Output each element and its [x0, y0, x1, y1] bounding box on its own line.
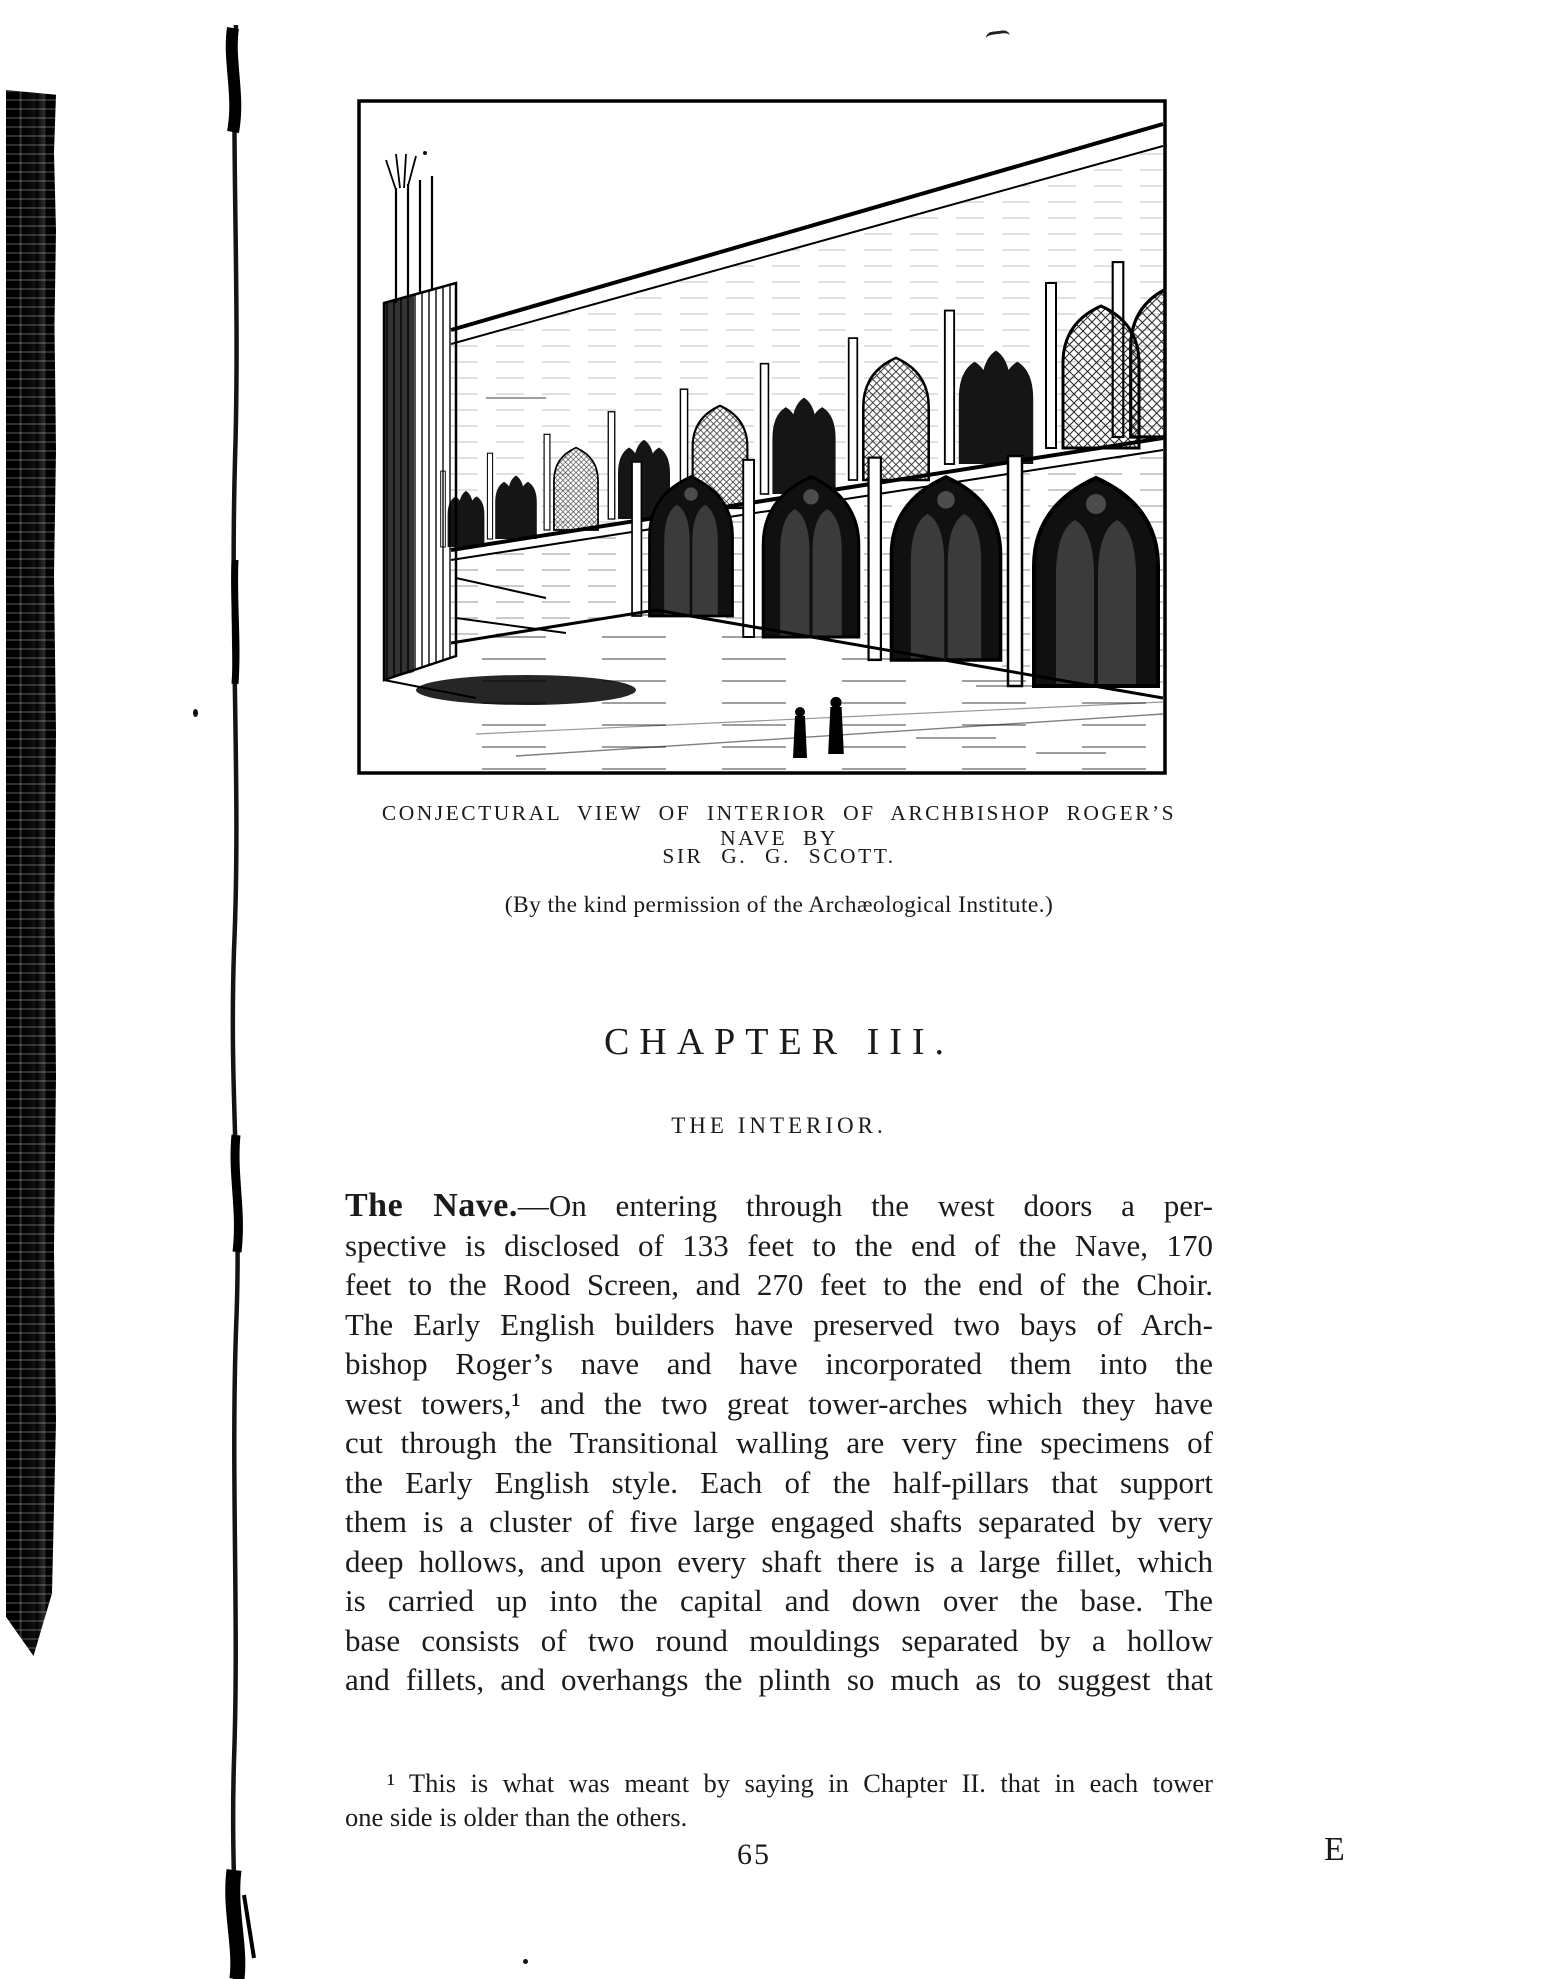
footnote-line: one side is older than the others. [345, 1802, 688, 1832]
body-line: the Early English style. Each of the half-pillars that support [345, 1464, 1213, 1500]
figure-credit: (By the kind permission of the Archæological Institute.) [504, 892, 1054, 918]
scan-binding-bar [6, 90, 56, 1656]
body-line: bishop Roger’s nave and have incorporated them into the [345, 1346, 1213, 1381]
body-line: The Early English builders have preserved two bays of Arch- [345, 1306, 1213, 1342]
chapter-subtitle: THE INTERIOR. [671, 1113, 887, 1138]
body-line: base consists of two round mouldings separated by a hollow [345, 1622, 1213, 1658]
body-line: west towers,¹ and the two great tower-arches which they have [345, 1385, 1213, 1421]
body-paragraph [345, 1186, 1213, 1700]
footnote [345, 1766, 1213, 1834]
scan-speck [523, 1959, 528, 1964]
body-line: and fillets, and overhangs the plinth so much as to suggest that [345, 1662, 1213, 1697]
signature-mark: E [1324, 1831, 1345, 1868]
chapter-title: CHAPTER III. [603, 1021, 955, 1063]
body-line: spective is disclosed of 133 feet to the end of the Nave, 170 [345, 1227, 1213, 1263]
body-line: deep hollows, and upon every shaft there is a large fillet, which [345, 1543, 1213, 1579]
paragraph-lead: The Nave. [345, 1187, 518, 1224]
page-number: 65 [737, 1838, 771, 1871]
scan-speck [193, 709, 198, 717]
figure-caption-line1: CONJECTURAL VIEW OF INTERIOR OF ARCHBISHOP ROGER’S NAVE BY [381, 801, 1177, 850]
scan-speck-tilde [985, 30, 1010, 45]
nave-engraving-figure [356, 98, 1168, 776]
body-line-text: —On entering through the west doors a per- [517, 1188, 1213, 1223]
body-line: them is a cluster of five large engaged shafts separated by very [345, 1504, 1213, 1539]
nave-engraving [356, 98, 1168, 776]
body-line: is carried up into the capital and down over the base. The [345, 1583, 1213, 1618]
figure-caption-line2: SIR G. G. SCOTT. [662, 844, 896, 868]
body-line [345, 1186, 1213, 1226]
footnote-line: ¹ This is what was meant by saying in Chapter II. that in each tower [387, 1768, 1213, 1798]
page-crease [200, 0, 280, 1979]
body-line: feet to the Rood Screen, and 270 feet to the end of the Choir. [345, 1267, 1213, 1302]
body-line: cut through the Transitional walling are very fine specimens of [345, 1425, 1213, 1460]
